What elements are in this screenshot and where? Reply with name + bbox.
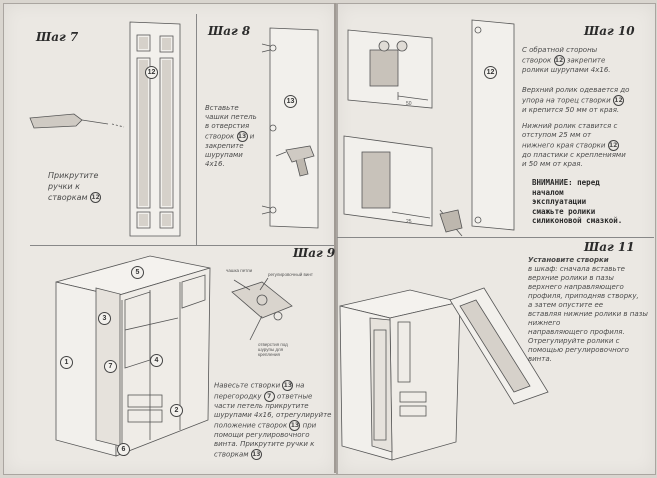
step9-line6: помощи регулировочного	[214, 431, 310, 439]
step10-warning	[532, 178, 622, 226]
badge-base: 2	[170, 404, 183, 417]
step11-line12: винта.	[528, 355, 552, 363]
step7-line3	[48, 192, 101, 203]
step11-line10: Отрегулируйте ролики с	[528, 337, 620, 345]
step10-p3-line2: отступом 25 мм от	[522, 131, 592, 139]
step8-line5: закрепите	[205, 142, 244, 150]
step10-part-badge: 12	[484, 66, 497, 79]
step10-p3-line3-text: нижнего края створки	[522, 141, 606, 150]
step9-ref-d: 13	[252, 451, 261, 458]
step10-p1-line2-text: створок	[522, 56, 552, 65]
step11-line5: профиля, приподняв створку,	[528, 292, 639, 300]
step10-p1-line1: С обратной стороны	[522, 46, 598, 54]
step9-wardrobe-drawing	[56, 256, 210, 456]
dim-top: 50	[406, 101, 412, 107]
step9-title: Шаг 9	[293, 246, 336, 260]
step8-line6: шурупами	[205, 151, 243, 159]
step9-ref-a: 13	[283, 382, 293, 389]
step9-line2-text: перегородку	[214, 392, 262, 401]
step9-line4: шурупами 4х16, отрегулируйте	[214, 411, 332, 419]
step10-roller-bottom-drawing	[344, 136, 462, 236]
step11-line2: в шкаф: сначала вставьте	[528, 265, 625, 273]
step11-line8: нижнего	[528, 319, 561, 327]
step7-part-badge: 12	[145, 66, 158, 79]
step10-para2	[522, 86, 629, 115]
step10-p1-line2-tail: закрепите	[566, 56, 606, 65]
step9-line1-text: Навесьте створки	[214, 381, 281, 390]
step10-p2-line2	[522, 95, 629, 106]
step11-title: Шаг 11	[584, 240, 635, 254]
step8-line3: в отверстия	[205, 122, 250, 130]
step9-label-holes: отверстия под шурупы для крепления	[258, 342, 288, 357]
step9-line5-tail: при	[302, 421, 317, 430]
step9-line2	[214, 391, 331, 402]
badge-top: 5	[131, 266, 144, 279]
step8-line4-suffix: и	[249, 132, 255, 141]
step11-line6: а затем опустите ее	[528, 301, 604, 309]
step9-line3: части петель прикрутите	[214, 402, 309, 410]
step7-line2: ручки к	[48, 182, 80, 191]
badge-partition: 7	[104, 360, 117, 373]
badge-shelf: 3	[98, 312, 111, 325]
step10-p2-line3: и крепится 50 мм от края.	[522, 106, 620, 114]
step10-ref1: 12	[554, 57, 564, 64]
step9-label-cup: чашка петли	[226, 268, 253, 273]
step7-screwdriver-drawing	[30, 114, 124, 128]
step10-p3-line4: до пластики с креплениями	[522, 151, 626, 159]
step8-line4-text: створок	[205, 132, 235, 141]
step10-ref2: 12	[614, 97, 623, 104]
step9-line8-text: створкам	[214, 450, 249, 459]
step9-hinge-detail-drawing	[232, 278, 292, 340]
warn-line4: смажьте ролики	[532, 206, 596, 216]
step10-p3-line5: и 50 мм от края.	[522, 160, 583, 168]
step11-wardrobe-drawing	[340, 290, 460, 460]
step8-door-drawing	[262, 28, 318, 228]
step11-line9: направляющего профиля.	[528, 328, 625, 336]
step9-ref-c: 13	[290, 422, 300, 429]
step11-line4: верхнего направляющего	[528, 283, 624, 291]
badge-side-left: 1	[60, 356, 73, 369]
step9-line2-tail: ответные	[277, 392, 313, 401]
step10-p2-line2-text: упора на торец створки	[522, 96, 611, 105]
step9-line5	[214, 420, 331, 431]
step10-para3	[522, 122, 626, 169]
step9-label-screw: регулировочный винт	[268, 272, 313, 277]
step10-ref3: 12	[609, 142, 618, 149]
step11-line7: вставляя нижние ролики в пазы	[528, 310, 648, 318]
step11-line1: Установите створки	[528, 256, 609, 264]
step8-line2: чашки петель	[205, 113, 257, 121]
step9-line1	[214, 380, 331, 391]
step9-ref-b: 7	[264, 391, 275, 402]
step8-instruction	[205, 104, 257, 169]
step9-line7: винта. Прикрутите ручки к	[214, 440, 315, 448]
step7-line1: Прикрутите	[48, 171, 99, 180]
step9-line1-tail: на	[295, 381, 305, 390]
step9-line5-text: положение створок	[214, 421, 288, 430]
warn-line1: ВНИМАНИЕ: перед	[532, 178, 600, 187]
step8-line1: Вставьте	[205, 104, 239, 112]
step9-line8	[214, 449, 331, 460]
step10-p3-line1: Нижний ролик ставится с	[522, 122, 618, 130]
step8-part-badge: 13	[284, 95, 297, 108]
warn-line2: началом	[532, 187, 564, 197]
step9-instruction	[214, 380, 331, 460]
step7-inline-ref: 12	[91, 194, 100, 201]
step10-p2-line1: Верхний ролик одевается до	[522, 86, 630, 94]
dim-bottom: 25	[406, 219, 412, 225]
step8-line4	[205, 131, 257, 142]
badge-drawer: 4	[150, 354, 163, 367]
step8-line7: 4х16.	[205, 160, 225, 168]
step7-door-drawing	[130, 22, 180, 236]
step7-title: Шаг 7	[36, 30, 79, 44]
step10-title: Шаг 10	[584, 24, 635, 38]
step8-title: Шаг 8	[208, 24, 251, 38]
step11-line11: помощью регулировочного	[528, 346, 629, 354]
step10-p1-line2	[522, 55, 611, 66]
warn-line5: силиконовой смазкой.	[532, 216, 623, 225]
badge-bottom: 6	[117, 443, 130, 456]
step10-roller-top-drawing	[348, 30, 432, 108]
step11-instruction	[528, 256, 648, 364]
step7-instruction	[48, 170, 101, 203]
warn-line3: эксплуатации	[532, 197, 587, 206]
step8-inline-ref: 13	[237, 133, 247, 140]
step11-line3: верхние ролики в пазы	[528, 274, 614, 282]
step10-p3-line3	[522, 140, 626, 151]
step7-line3-text: створкам	[48, 193, 88, 202]
step10-door-drawing	[472, 20, 514, 230]
step10-para1	[522, 46, 611, 75]
step10-p1-line3: ролики шурупами 4х16.	[522, 66, 611, 74]
